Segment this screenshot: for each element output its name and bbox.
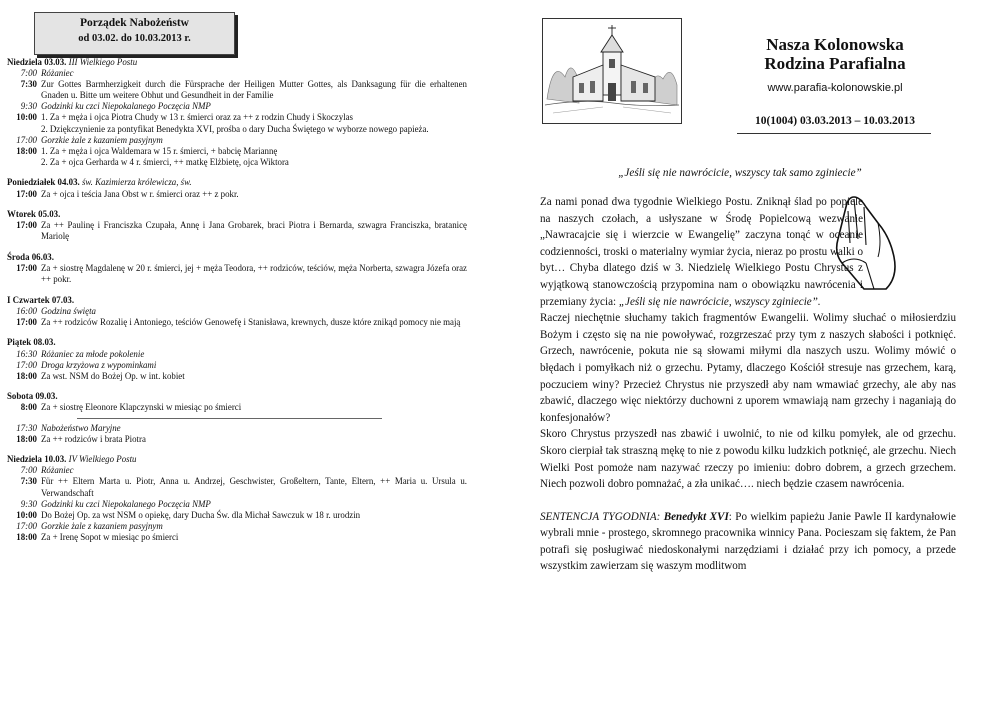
entry-time: 18:00 <box>16 433 37 444</box>
mass-schedule <box>7 57 467 543</box>
masthead-title-line2: Rodzina Parafialna <box>764 54 906 73</box>
schedule-divider <box>77 418 382 419</box>
schedule-day <box>7 337 467 381</box>
day-date: Niedziela 10.03. <box>7 454 67 465</box>
entry-intention: Za + siostrę Magdalenę w 20 r. śmierci, jej + męża Teodora, ++ rodziców, teściów, męża Norberta, szwagra Józefa oraz ++ pokr. <box>41 263 467 285</box>
schedule-entry <box>7 402 467 413</box>
schedule-dates: od 03.02. do 10.03.2013 r. <box>78 33 191 44</box>
entry-intention: Za + ojca i teścia Jana Obst w r. śmierci oraz ++ z pokr. <box>41 188 239 199</box>
schedule-day <box>7 454 467 543</box>
entry-time: 9:30 <box>20 101 37 112</box>
entry-time: 9:30 <box>20 498 37 509</box>
day-date: Poniedziałek 04.03. <box>7 177 80 188</box>
entry-time <box>7 124 41 135</box>
entry-time: 17:00 <box>16 520 37 531</box>
entry-intention: Nabożeństwo Maryjne <box>41 422 121 433</box>
entry-intention: 1. Za + męża i ojca Waldemara w 15 r. śmierci, + babcię Mariannę <box>41 145 278 156</box>
entry-time: 10:00 <box>16 509 37 520</box>
entry-intention: Różaniec <box>41 68 74 79</box>
entry-time: 17:00 <box>16 220 37 231</box>
schedule-entry <box>7 220 467 242</box>
sentence-label: SENTENCJA TYGODNIA: <box>540 510 664 523</box>
schedule-entry <box>7 532 467 543</box>
entry-time: 17:00 <box>16 188 37 199</box>
left-page <box>0 0 478 702</box>
entry-intention: Godzinki ku czci Niepokalanego Poczęcia NMP <box>41 498 211 509</box>
entry-intention: Godzina święta <box>41 305 96 316</box>
entry-time: 18:00 <box>16 531 37 542</box>
schedule-entry <box>7 68 467 79</box>
schedule-entry <box>7 101 467 112</box>
masthead-rule <box>737 133 931 134</box>
entry-time: 17:00 <box>16 316 37 327</box>
day-heading <box>7 391 467 402</box>
entry-time: 8:00 <box>20 402 37 413</box>
schedule-entry <box>7 499 467 510</box>
article-body <box>540 194 956 575</box>
day-heading <box>7 209 467 220</box>
entry-time: 17:30 <box>16 422 37 433</box>
schedule-header-box <box>34 12 235 55</box>
schedule-day <box>7 209 467 242</box>
entry-intention: Do Bożej Op. za wst NSM o opiekę, dary Ducha Św. dla Michał Sawczuk w 18 r. urodzin <box>41 509 361 520</box>
entry-time: 16:30 <box>16 348 37 359</box>
article-quote-inline: „Jeśli się nie nawrócicie, wszyscy zginiecie”. <box>618 295 821 308</box>
schedule-entry <box>7 112 467 123</box>
entry-time: 17:00 <box>16 134 37 145</box>
day-feast: św. Kazimierza królewicza, św. <box>81 177 192 188</box>
entry-intention: Za ++ rodziców Rozalię i Antoniego, teściów Genowefę i Stanisława, krewnych, dusze które znikąd pomocy nie mają <box>41 316 461 327</box>
day-heading <box>7 337 467 348</box>
issue-number: 10(1004) 03.03.2013 – 10.03.2013 <box>754 115 916 127</box>
schedule-entry <box>7 476 467 498</box>
entry-intention: 2. Dziękczynienie za pontyfikat Benedykta XVI, prośba o dary Ducha Świętego w wyborze nowego papieża. <box>41 123 429 134</box>
schedule-entry <box>7 434 467 445</box>
entry-time: 7:30 <box>20 476 37 487</box>
entry-intention: 1. Za + męża i ojca Piotra Chudy w 13 r. śmierci oraz za ++ z rodzin Chudy i Skoczylas <box>41 112 353 123</box>
entry-time: 7:00 <box>20 465 37 476</box>
schedule-entry <box>7 263 467 285</box>
day-feast: III Wielkiego Postu <box>68 57 138 67</box>
entry-intention: Różaniec <box>41 465 74 476</box>
entry-intention: Różaniec za młode pokolenie <box>41 348 145 359</box>
schedule-day <box>7 252 467 285</box>
day-heading <box>7 454 467 465</box>
schedule-entry <box>7 371 467 382</box>
schedule-entry <box>7 360 467 371</box>
article-paragraph-2: Raczej niechętnie słuchamy takich fragmentów Ewangelii. Wolimy słuchać o miłosierdziu Bożym i często się na nie powoływać, rozgrzeszać przy tym z naszych słabości i potknięć. Grzech, nawrócenie, pokuta nie są słowami miłymi dla naszych uszu. Wolimy mówić o błędach i pomyłkach niż o grzechu. Pytamy, dlaczego Kościół stresuje nas grzechem, karą, poczuciem winy? Przecież Chrystus nie przyszedł aby nam wmawiać grzechy, ale aby nas zbawić, dlaczego więc niektórzy duchowni z uporem wmawiają nam grzechy i naganiają do konfesjonałów? <box>540 312 956 424</box>
entry-time: 18:00 <box>16 145 37 156</box>
sentence-text: : Po wielkim papieżu Janie Pawle II kardynałowie wybrali mnie - prostego, skromnego pracownika winnicy Pana. Pocieszam się faktem, że Pan potrafi się posługiwać niedoskonałymi narzędziami i działać przy ich pomocy, a przede wszystkim zawierzam się waszym modlitwom <box>540 510 956 573</box>
day-date: Sobota 09.03. <box>7 391 58 402</box>
schedule-entry <box>7 135 467 146</box>
article-paragraph-1: Za nami ponad dwa tygodnie Wielkiego Postu. Zniknął ślad po popiele na naszych czołach, a usłyszane w Środę Popielcową wezwanie „Nawracajcie się i wierzcie w Ewangelię” zaczyna tonąć w oceanie codzienności, troski o materialny wymiar życia, nieraz po prostu walki o byt… Chyba dlatego dziś w 3. Niedzielę Wielkiego Postu Chrystus z wyjątkową stanowczością przypomina nam o obowiązku nawrócenia i przemiany życia: „Jeśli się nie nawrócicie, wszyscy zginiecie”. <box>540 196 863 308</box>
masthead-website[interactable]: www.parafia-kolonowskie.pl <box>767 82 903 94</box>
schedule-entry <box>7 189 467 200</box>
entry-intention: Za ++ rodziców i brata Piotra <box>41 433 146 444</box>
schedule-entry <box>7 510 467 521</box>
church-illustration <box>542 18 682 124</box>
schedule-entry <box>7 423 467 434</box>
entry-time: 16:00 <box>16 305 37 316</box>
entry-intention: Za ++ Paulinę i Franciszka Czupała, Annę i Jana Grobarek, braci Piotra i Bernarda, szwagra Franciszka, bratanicę Mariolę <box>41 220 467 242</box>
schedule-entry <box>7 521 467 532</box>
schedule-day <box>7 295 467 328</box>
entry-time: 7:30 <box>20 79 37 90</box>
entry-intention: 2. Za + ojca Gerharda w 4 r. śmierci, ++ matkę Elżbietę, ojca Wiktora <box>41 156 289 167</box>
gospel-quote: „Jeśli się nie nawrócicie, wszyscy tak samo zginiecie” <box>618 167 862 179</box>
schedule-day <box>7 177 467 199</box>
day-date: Piątek 08.03. <box>7 337 56 348</box>
schedule-entry <box>7 317 467 328</box>
schedule-entry <box>7 124 467 135</box>
entry-intention: Droga krzyżowa z wypominkami <box>41 359 157 370</box>
entry-intention: Gorzkie żale z kazaniem pasyjnym <box>41 134 163 145</box>
entry-intention: Für ++ Eltern Marta u. Piotr, Anna u. Andrzej, Geschwister, Großeltern, Tante, Eltern, ++ Maria u. Ursula u. Verwandschaft <box>41 476 467 498</box>
schedule-entry <box>7 465 467 476</box>
schedule-entry <box>7 349 467 360</box>
entry-time: 7:00 <box>20 68 37 79</box>
entry-intention: Za + siostrę Eleonore Klapczynski w miesiąc po śmierci <box>41 402 242 413</box>
sentence-of-week <box>540 509 956 575</box>
schedule-entry <box>7 306 467 317</box>
schedule-entry <box>7 157 467 168</box>
day-heading <box>7 177 467 188</box>
entry-time: 18:00 <box>16 370 37 381</box>
schedule-title: Porządek Nabożeństw <box>80 17 189 29</box>
schedule-entry <box>7 146 467 157</box>
entry-intention: Za + Irenę Sopot w miesiąc po śmierci <box>41 531 179 542</box>
day-date: I Czwartek 07.03. <box>7 294 75 305</box>
entry-time: 17:00 <box>16 263 37 273</box>
masthead-title-line1: Nasza Kolonowska <box>766 35 904 54</box>
article-paragraph-3: Skoro Chrystus przyszedł nas zbawić i uwolnić, to nie od kilku pomyłek, ale od grzechu. Skoro cierpiał tak straszną mękę to nie z powodu kilku ludzkich potknięć, ale grzechu. Niech Wielki Post pomoże nam nazywać rzeczy po imieniu: dobro dobrem, a grzech grzechem. Niech pozwoli dobro pomnażać, a zła unikać…. niech będzie czasem nawrócenia. <box>540 428 956 491</box>
entry-time: 17:00 <box>16 359 37 370</box>
day-feast: IV Wielkiego Postu <box>68 454 137 465</box>
day-heading <box>7 252 467 263</box>
right-page <box>500 0 992 702</box>
schedule-entry <box>7 79 467 101</box>
schedule-day <box>7 391 467 444</box>
entry-intention: Za wst. NSM do Bożej Op. w int. kobiet <box>41 370 185 381</box>
entry-intention: Godzinki ku czci Niepokalanego Poczęcia NMP <box>41 101 211 112</box>
entry-intention: Zur Gottes Barmherzigkeit durch die Fürsprache der Heiligen Mutter Gottes, als Danksagung für die erhaltenen Gnaden u. Bitte um weitere Obhut und Gesundheit in der Familie <box>41 79 467 101</box>
day-heading <box>7 57 467 68</box>
day-heading <box>7 295 467 306</box>
day-date: Środa 06.03. <box>7 251 54 262</box>
entry-intention: Gorzkie żale z kazaniem pasyjnym <box>41 520 163 531</box>
entry-time: 10:00 <box>16 112 37 123</box>
day-date: Niedziela 03.03. <box>7 57 67 67</box>
day-date: Wtorek 05.03. <box>7 209 61 220</box>
entry-time <box>7 157 41 168</box>
sentence-author: Benedykt XVI <box>663 510 729 523</box>
schedule-day <box>7 57 467 168</box>
